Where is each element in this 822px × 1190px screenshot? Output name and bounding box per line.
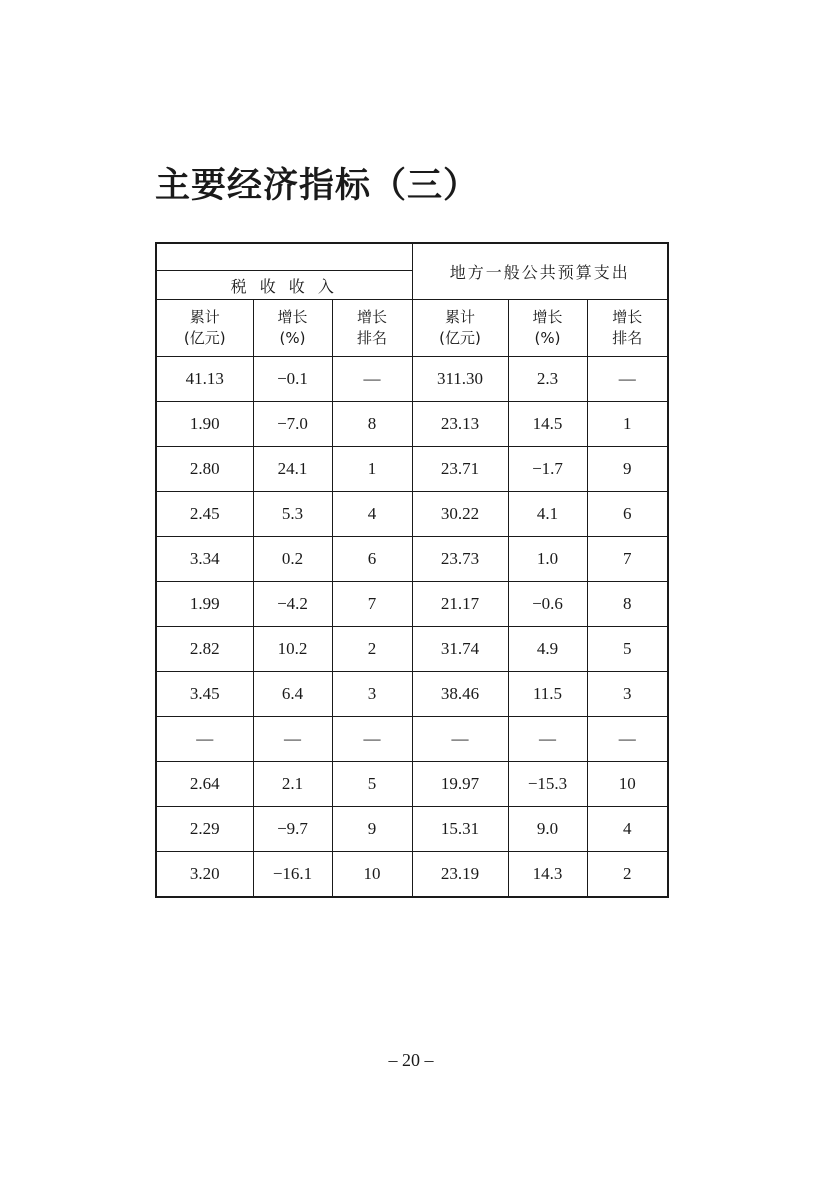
column-header-line1: 累计 [444,308,475,326]
table-cell: 0.2 [253,537,332,582]
table-row [156,852,668,898]
table-cell: 3.20 [156,852,253,898]
table-cell: — [156,717,253,762]
column-header-line1: 增长 [356,308,387,326]
table-row [156,537,668,582]
table-cell: 3.45 [156,672,253,717]
table-cell: 5.3 [253,492,332,537]
table-cell: 3.34 [156,537,253,582]
table-cell: 2.3 [508,357,587,402]
table-cell: −9.7 [253,807,332,852]
table-row [156,447,668,492]
table-cell: 11.5 [508,672,587,717]
table-cell: 4.9 [508,627,587,672]
table-row [156,357,668,402]
table-row [156,717,668,762]
table-cell: −1.7 [508,447,587,492]
table-cell: 2.1 [253,762,332,807]
column-header-line2: 排名 [612,329,643,347]
table-row [156,582,668,627]
blank-header-cell [156,243,412,271]
table-row [156,672,668,717]
table-cell: 2.80 [156,447,253,492]
table-cell: 1.90 [156,402,253,447]
table-row [156,627,668,672]
table-cell: 23.73 [412,537,508,582]
table-cell: −0.1 [253,357,332,402]
table-cell: 1.0 [508,537,587,582]
table-cell: 31.74 [412,627,508,672]
column-header [587,300,668,357]
table-cell: — [412,717,508,762]
table-cell: 23.71 [412,447,508,492]
table-cell: 2.82 [156,627,253,672]
table-cell: 5 [332,762,412,807]
table-cell: 1.99 [156,582,253,627]
group-header-row [156,243,668,271]
table-cell: 21.17 [412,582,508,627]
column-header-line2: (亿元) [439,329,481,347]
table-cell: — [332,717,412,762]
table-cell: −15.3 [508,762,587,807]
column-header-line1: 增长 [277,308,308,326]
table-cell: 10.2 [253,627,332,672]
table-cell: 10 [587,762,668,807]
table-cell: −7.0 [253,402,332,447]
table-row [156,762,668,807]
table-cell: 19.97 [412,762,508,807]
column-header-line2: 排名 [356,329,387,347]
table-cell: — [332,357,412,402]
table-cell: 38.46 [412,672,508,717]
table-cell: 6 [587,492,668,537]
table-cell: — [587,717,668,762]
column-header-line2: (%) [279,329,306,347]
table-cell: 9 [332,807,412,852]
table-cell: 4 [332,492,412,537]
table-cell: 311.30 [412,357,508,402]
column-header [332,300,412,357]
table-cell: 9.0 [508,807,587,852]
table-cell: 23.19 [412,852,508,898]
table-cell: — [587,357,668,402]
economic-indicators-table [155,242,669,898]
table-cell: 2.45 [156,492,253,537]
table-cell: 7 [332,582,412,627]
table-row [156,402,668,447]
table-cell: — [508,717,587,762]
page-number: – 20 – [388,1050,434,1070]
column-header [253,300,332,357]
table-cell: 1 [332,447,412,492]
table-cell: 8 [587,582,668,627]
table-cell: 7 [587,537,668,582]
table-cell: −16.1 [253,852,332,898]
table-cell: 14.3 [508,852,587,898]
column-header-line2: (%) [534,329,561,347]
table-cell: 2 [332,627,412,672]
table-cell: −0.6 [508,582,587,627]
table-cell: 9 [587,447,668,492]
table-cell: — [253,717,332,762]
column-header [412,300,508,357]
column-header-line2: (亿元) [183,329,226,347]
table-cell: 30.22 [412,492,508,537]
table-cell: 8 [332,402,412,447]
group-header-tax-revenue: 税 收 收 入 [156,271,412,300]
table-cell: 24.1 [253,447,332,492]
column-header-line1: 累计 [189,308,220,326]
table-cell: 41.13 [156,357,253,402]
table-cell: 3 [332,672,412,717]
table-cell: 3 [587,672,668,717]
table-cell: 2 [587,852,668,898]
column-header [156,300,253,357]
column-header-line1: 增长 [532,308,563,326]
page-title: 主要经济指标（三） [155,165,480,206]
column-header [508,300,587,357]
table-cell: 15.31 [412,807,508,852]
table-cell: 14.5 [508,402,587,447]
table-cell: 4 [587,807,668,852]
table-row [156,807,668,852]
column-header-line1: 增长 [612,308,643,326]
table-cell: 2.64 [156,762,253,807]
table-cell: 1 [587,402,668,447]
table-cell: 10 [332,852,412,898]
table-cell: 23.13 [412,402,508,447]
table-cell: 2.29 [156,807,253,852]
group-header-budget-expenditure: 地方一般公共预算支出 [412,243,668,300]
table-cell: −4.2 [253,582,332,627]
table-cell: 6 [332,537,412,582]
table-row [156,492,668,537]
table-cell: 4.1 [508,492,587,537]
column-header-row [156,300,668,357]
table-body [156,357,668,898]
table-cell: 6.4 [253,672,332,717]
table-cell: 5 [587,627,668,672]
